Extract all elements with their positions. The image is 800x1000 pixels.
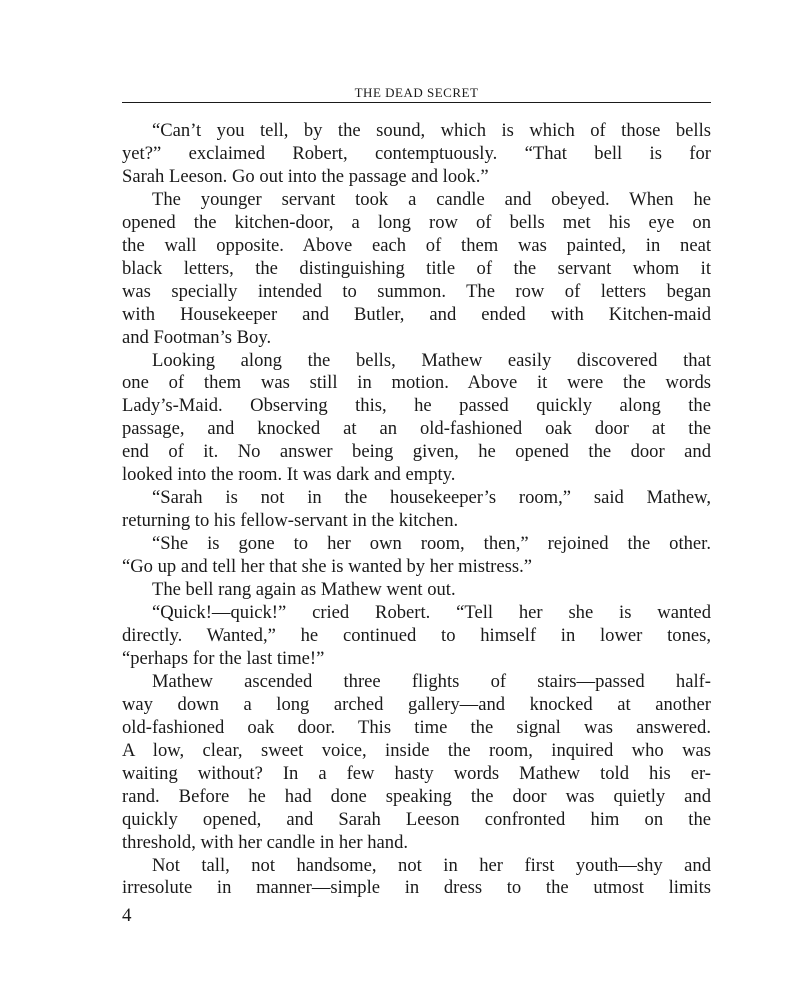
text-line: Looking along the bells, Mathew easily discovered that: [152, 349, 711, 371]
text-line: looked into the room. It was dark and empty.: [122, 464, 456, 486]
running-head: THE DEAD SECRET: [354, 85, 479, 100]
text-line: passage, and knocked at an old-fashioned oak door at the: [122, 418, 711, 440]
paragraph: [122, 602, 711, 671]
paragraph: [122, 350, 711, 488]
text-line: “Sarah is not in the housekeeper’s room,” said Mathew,: [152, 487, 711, 509]
text-line: “Go up and tell her that she is wanted by her mistress.”: [122, 556, 532, 578]
text-line: the wall opposite. Above each of them was painted, in neat: [122, 234, 711, 256]
text-line: “Quick!—quick!” cried Robert. “Tell her she is wanted: [152, 602, 711, 624]
text-line: A low, clear, sweet voice, inside the room, inquired who was: [122, 739, 711, 761]
text-line: old-fashioned oak door. This time the signal was answered.: [122, 716, 711, 738]
text-line: “She is gone to her own room, then,” rejoined the other.: [152, 533, 711, 555]
text-line: The younger servant took a candle and obeyed. When he: [152, 188, 711, 210]
text-line: yet?” exclaimed Robert, contemptuously. “That bell is for: [122, 142, 711, 164]
page-number: 4: [122, 905, 132, 926]
text-line: directly. Wanted,” he continued to himself in lower tones,: [122, 624, 711, 646]
text-line: opened the kitchen-door, a long row of bells met his eye on: [122, 211, 711, 233]
paragraph: [122, 487, 711, 533]
paragraph: [122, 855, 711, 901]
text-line: black letters, the distinguishing title of the servant whom it: [122, 257, 711, 279]
text-line: waiting without? In a few hasty words Mathew told his er-: [122, 762, 711, 784]
text-line: rand. Before he had done speaking the door was quietly and: [122, 785, 711, 807]
text-line: and Footman’s Boy.: [122, 326, 272, 348]
text-line: “perhaps for the last time!”: [122, 647, 325, 669]
text-line: with Housekeeper and Butler, and ended with Kitchen-maid: [122, 303, 711, 325]
paragraph: [122, 189, 711, 350]
text-line: Lady’s-Maid. Observing this, he passed quickly along the: [122, 395, 711, 417]
text-line: Sarah Leeson. Go out into the passage and look.”: [122, 165, 489, 187]
paragraph: [122, 579, 711, 602]
text-line: one of them was still in motion. Above it were the words: [122, 372, 711, 394]
text-line: was specially intended to summon. The row of letters began: [122, 280, 711, 302]
text-line: end of it. No answer being given, he opened the door and: [122, 441, 711, 463]
text-line: irresolute in manner—simple in dress to the utmost limits: [122, 877, 711, 899]
paragraph: [122, 533, 711, 579]
paragraph: [122, 120, 711, 189]
text-line: way down a long arched gallery—and knocked at another: [122, 693, 711, 715]
body-text: [122, 120, 711, 900]
header-rule: [122, 102, 711, 103]
text-line: Not tall, not handsome, not in her first youth—shy and: [152, 854, 711, 876]
text-line: quickly opened, and Sarah Leeson confronted him on the: [122, 808, 711, 830]
text-line: The bell rang again as Mathew went out.: [152, 579, 456, 601]
text-line: returning to his fellow-servant in the kitchen.: [122, 510, 459, 532]
text-line: Mathew ascended three flights of stairs—passed half-: [152, 670, 711, 692]
text-line: threshold, with her candle in her hand.: [122, 831, 409, 853]
text-line: “Can’t you tell, by the sound, which is which of those bells: [152, 120, 711, 141]
paragraph: [122, 671, 711, 855]
